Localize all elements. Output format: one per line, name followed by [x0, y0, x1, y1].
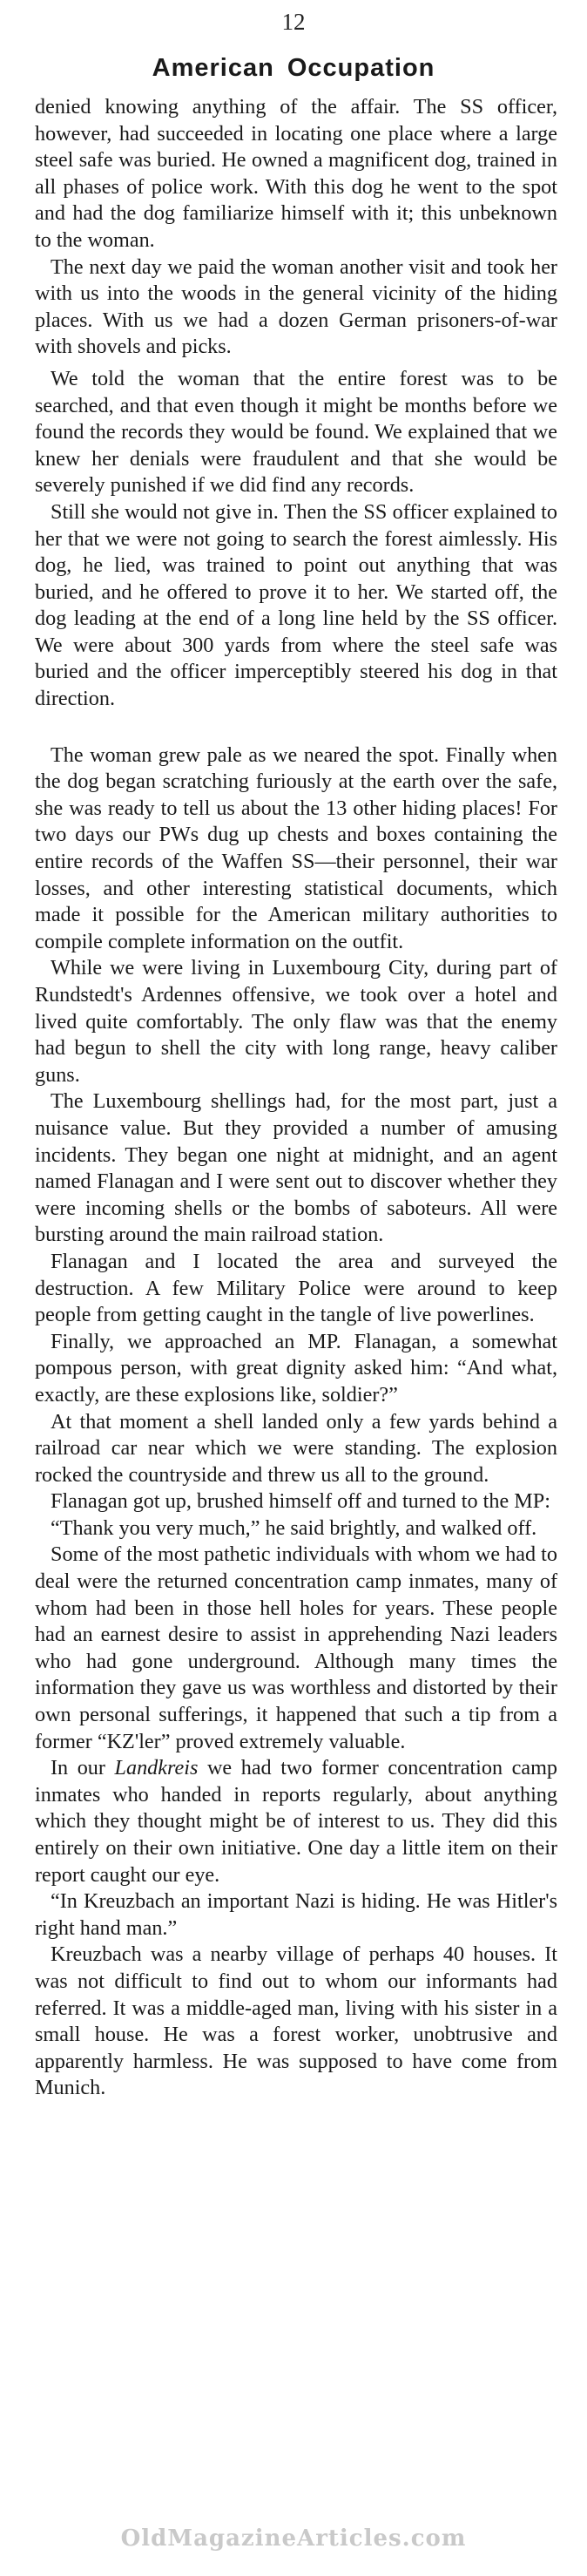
article-body [35, 94, 557, 2102]
landkreis-text-before: In our [51, 1756, 115, 1780]
paragraph-kreuzbach-village: Kreuzbach was a nearby village of perhaps 40 houses. It was not difficult to find out to whom our informants had referred. It was a middle-aged man, living with his sister in a small house. He was a forest worker, unobtrusive and apparently harmless. He was supposed to have come from Munich. [35, 1942, 557, 2100]
paragraph-records-found: The woman grew pale as we neared the spot. Finally when the dog began scratching furiously at the earth over the safe, she was ready to tell us about the 13 other hiding places! For two days our PWs dug up chests and boxes containing the entire records of the Waffen SS—their personnel, their war losses, and other interesting statistical documents, which made it possible for the American military authorities to compile complete information on the outfit. [35, 742, 557, 953]
paragraph-forest-search: We told the woman that the entire forest was to be searched, and that even though it might be months before we found the records they would be found. We explained that we knew her denials were fraudulent and that she would be severely punished if we did find any records. [35, 366, 557, 498]
paragraph-luxembourg-hotel: While we were living in Luxembourg City, during part of Rundstedt's Ardennes offensive, we took over a hotel and lived quite comfortably. The only flaw was that the enemy had begun to shell the city with long range, heavy caliber guns. [35, 956, 557, 1087]
paragraph-approach-mp: Finally, we approached an MP. Flanagan, a somewhat pompous person, with great dignity asked him: “And what, exactly, are these explosions like, soldier?” [35, 1329, 557, 1407]
paragraph-destruction: Flanagan and I located the area and surveyed the destruction. A few Military Police were around to keep people from getting caught in the tangle of live powerlines. [35, 1249, 557, 1327]
site-watermark: OldMagazineArticles.com [120, 2525, 467, 2552]
paragraph-flanagan-gets-up: Flanagan got up, brushed himself off and turned to the MP: [51, 1489, 550, 1514]
paragraph-landkreis [35, 1755, 557, 1888]
paragraph-camp-inmates: Some of the most pathetic individuals with whom we had to deal were the returned concentration camp inmates, many of whom had been in those hell holes for years. These people had an earnest desire to assist in apprehending Nazi leaders who had gone underground. Although many times the information they gave us was worthless and distorted by their own personal sufferings, it happened that such a tip from a former “KZ'ler” proved extremely valuable. [35, 1542, 557, 1753]
running-head: American Occupation [152, 54, 435, 82]
paragraph-dog-ruse: Still she would not give in. Then the SS officer explained to her that we were not going to search the forest aimlessly. His dog, he lied, was trained to point out anything that was buried, and he offered to prove it to her. We started off, the dog leading at the end of a long line held by the SS officer. We were about 300 yards from where the steel safe was buried and the officer imperceptibly steered his dog in that direction. [35, 499, 557, 711]
paragraph-shellings: The Luxembourg shellings had, for the most part, just a nuisance value. But they provided a number of amusing incidents. They began one night at midnight, and an agent named Flanagan and I were sent out to discover whether they were incoming shells or the bombs of saboteurs. All were bursting around the main railroad station. [35, 1089, 557, 1247]
page-number: 12 [281, 9, 306, 35]
paragraph-shell-lands: At that moment a shell landed only a few yards behind a railroad car near which we were standing. The explosion rocked the countryside and threw us all to the ground. [35, 1409, 557, 1487]
paragraph-thank-you: “Thank you very much,” he said brightly, and walked off. [51, 1515, 537, 1540]
paragraph-next-day-visit: The next day we paid the woman another visit and took her with us into the woods in the general vicinity of the hiding places. With us we had a dozen German prisoners-of-war with shovels and picks. [35, 254, 557, 359]
landkreis-italic-word: Landkreis [114, 1756, 199, 1780]
paragraph-continuation: denied knowing anything of the affair. The SS officer, however, had succeeded in locating one place where a large steel safe was buried. He owned a magnificent dog, trained in all phases of police work. With this dog he went to the spot and had the dog familiarize himself with it; this unbeknown to the woman. [35, 95, 557, 252]
paragraph-kreuzbach-tip: “In Kreuzbach an important Nazi is hiding. He was Hitler's right hand man.” [35, 1889, 557, 1940]
landkreis-text-after: we had two former concentration camp inmates who handed in reports regularly, about anything which they thought might be of interest to us. They did this entirely on their own initiative. One day a little item on their report caught our eye. [35, 1756, 557, 1887]
